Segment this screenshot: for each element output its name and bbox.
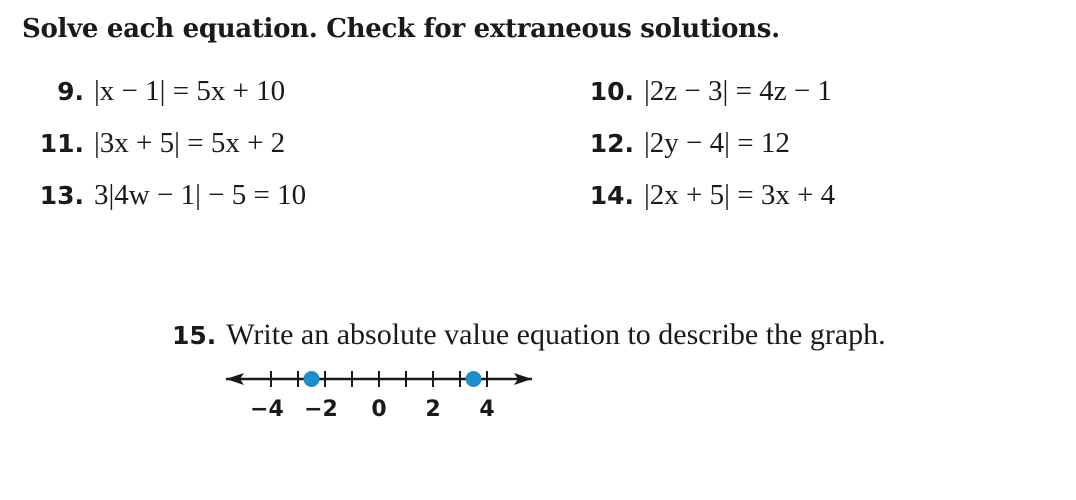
problem-number: 11. bbox=[39, 129, 84, 158]
number-line-tick-label: −2 bbox=[304, 397, 338, 422]
problem-equation: |x − 1| = 5x + 10 bbox=[94, 75, 286, 107]
number-line-tick-label: 4 bbox=[479, 397, 495, 422]
left-arrowhead-icon bbox=[226, 373, 244, 385]
problem-12 bbox=[580, 123, 790, 163]
problem-number: 14. bbox=[589, 181, 634, 210]
problem-equation: |2z − 3| = 4z − 1 bbox=[644, 75, 832, 107]
problem-equation: 3|4w − 1| − 5 = 10 bbox=[94, 179, 307, 211]
problem-text: Write an absolute value equation to describe the graph. bbox=[226, 318, 886, 351]
problem-number: 10. bbox=[589, 77, 634, 106]
problem-10 bbox=[580, 71, 832, 111]
problem-equation: |2x + 5| = 3x + 4 bbox=[644, 179, 836, 211]
problem-11 bbox=[30, 123, 285, 163]
problem-14 bbox=[580, 175, 835, 215]
number-line-tick-label: 0 bbox=[371, 397, 387, 422]
problem-equation: |3x + 5| = 5x + 2 bbox=[94, 127, 286, 159]
problem-equation: |2y − 4| = 12 bbox=[644, 127, 790, 159]
number-line-tick-label: −4 bbox=[250, 397, 284, 422]
problem-13 bbox=[30, 175, 306, 215]
number-line-point bbox=[304, 371, 320, 387]
instructions-heading: Solve each equation. Check for extraneous solutions. bbox=[22, 14, 780, 44]
problem-15 bbox=[172, 313, 886, 357]
problem-number: 12. bbox=[589, 129, 634, 158]
problem-number: 13. bbox=[39, 181, 84, 210]
number-line-tick-label: 2 bbox=[425, 397, 441, 422]
problem-number: 9. bbox=[57, 77, 84, 106]
number-line-point bbox=[466, 371, 482, 387]
problem-number: 15. bbox=[172, 321, 217, 350]
problem-9 bbox=[50, 71, 285, 111]
right-arrowhead-icon bbox=[514, 373, 532, 385]
